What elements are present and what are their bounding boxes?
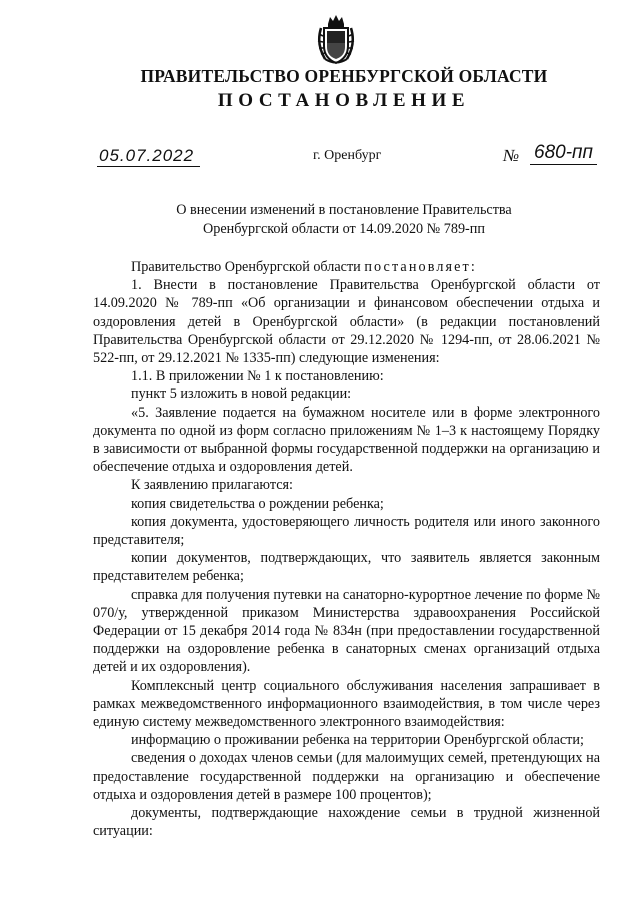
document-number: 680-пп: [530, 142, 597, 165]
paragraph-resolution-intro: [93, 258, 600, 276]
document-subject: [24, 201, 640, 239]
list-item: копия документа, удостоверяющего личность родителя или иного законного представителя;: [93, 513, 600, 549]
paragraph: К заявлению прилагаются:: [131, 477, 293, 494]
list-item: справка для получения путевки на санаторно-курортное лечение по форме № 070/у, утвержденной приказом Министерства здравоохранения Российской Федерации от 15 декабря 2014 года № 834н (при предоставлении государственной поддержки на оздоровление ребенка в санаторных сменах организаций отдыха детей и их оздоровления).: [93, 586, 600, 676]
document-city: г. Оренбург: [313, 148, 382, 163]
subject-line-2: Оренбургской области от 14.09.2020 № 789-пп: [203, 221, 485, 237]
government-title: ПРАВИТЕЛЬСТВО ОРЕНБУРГСКОЙ ОБЛАСТИ: [140, 66, 548, 86]
paragraph: пункт 5 изложить в новой редакции:: [131, 386, 352, 403]
document-meta: [0, 140, 640, 170]
document-date: 05.07.2022: [97, 146, 200, 167]
paragraph-item-1: 1. Внести в постановление Правительства Оренбургской области от 14.09.2020 № 789-пп «Об организации и финансовом обеспечении отдыха и оздоровления детей в Оренбургской области» (в редакции постановлений Правительства Оренбургской области от 29.12.2020 № 1294-пп, от 28.06.2021 № 522-пп, от 29.12.2021 № 1335-пп) следующие изменения:: [93, 277, 600, 367]
document-number-label: №: [503, 146, 520, 165]
paragraph-spaced-word: постановляет:: [364, 259, 477, 275]
subject-line-1: О внесении изменений в постановление Правительства: [176, 202, 512, 218]
paragraph: Комплексный центр социального обслуживания населения запрашивает в рамках межведомственного информационного взаимодействия, в том числе через единую систему межведомственного электронного взаимодействия:: [93, 677, 600, 731]
document-type: ПОСТАНОВЛЕНИЕ: [217, 90, 471, 111]
coat-of-arms-icon: [315, 14, 357, 66]
list-item: информацию о проживании ребенка на территории Оренбургской области;: [131, 732, 584, 749]
list-item: документы, подтверждающие нахождение семьи в трудной жизненной ситуации:: [93, 805, 600, 840]
list-item: копии документов, подтверждающих, что заявитель является законным представителем ребенка;: [93, 550, 600, 585]
document-body: [93, 258, 600, 841]
paragraph-item-1-1: 1.1. В приложении № 1 к постановлению:: [131, 368, 384, 385]
list-item: сведения о доходах членов семьи (для малоимущих семей, претендующих на предоставление государственной поддержки на организацию и обеспечение отдыха и оздоровления детей в размере 100 процентов);: [93, 750, 600, 803]
paragraph-item-5: «5. Заявление подается на бумажном носителе или в форме электронного документа по одной из форм согласно приложениям № 1–3 к настоящему Порядку в зависимости от выбранной формы государственной поддержки на организацию и обеспечение отдыха и оздоровления детей.: [93, 404, 600, 476]
list-item: копия свидетельства о рождении ребенка;: [131, 495, 384, 512]
paragraph-lead: Правительство Оренбургской области: [131, 259, 361, 275]
